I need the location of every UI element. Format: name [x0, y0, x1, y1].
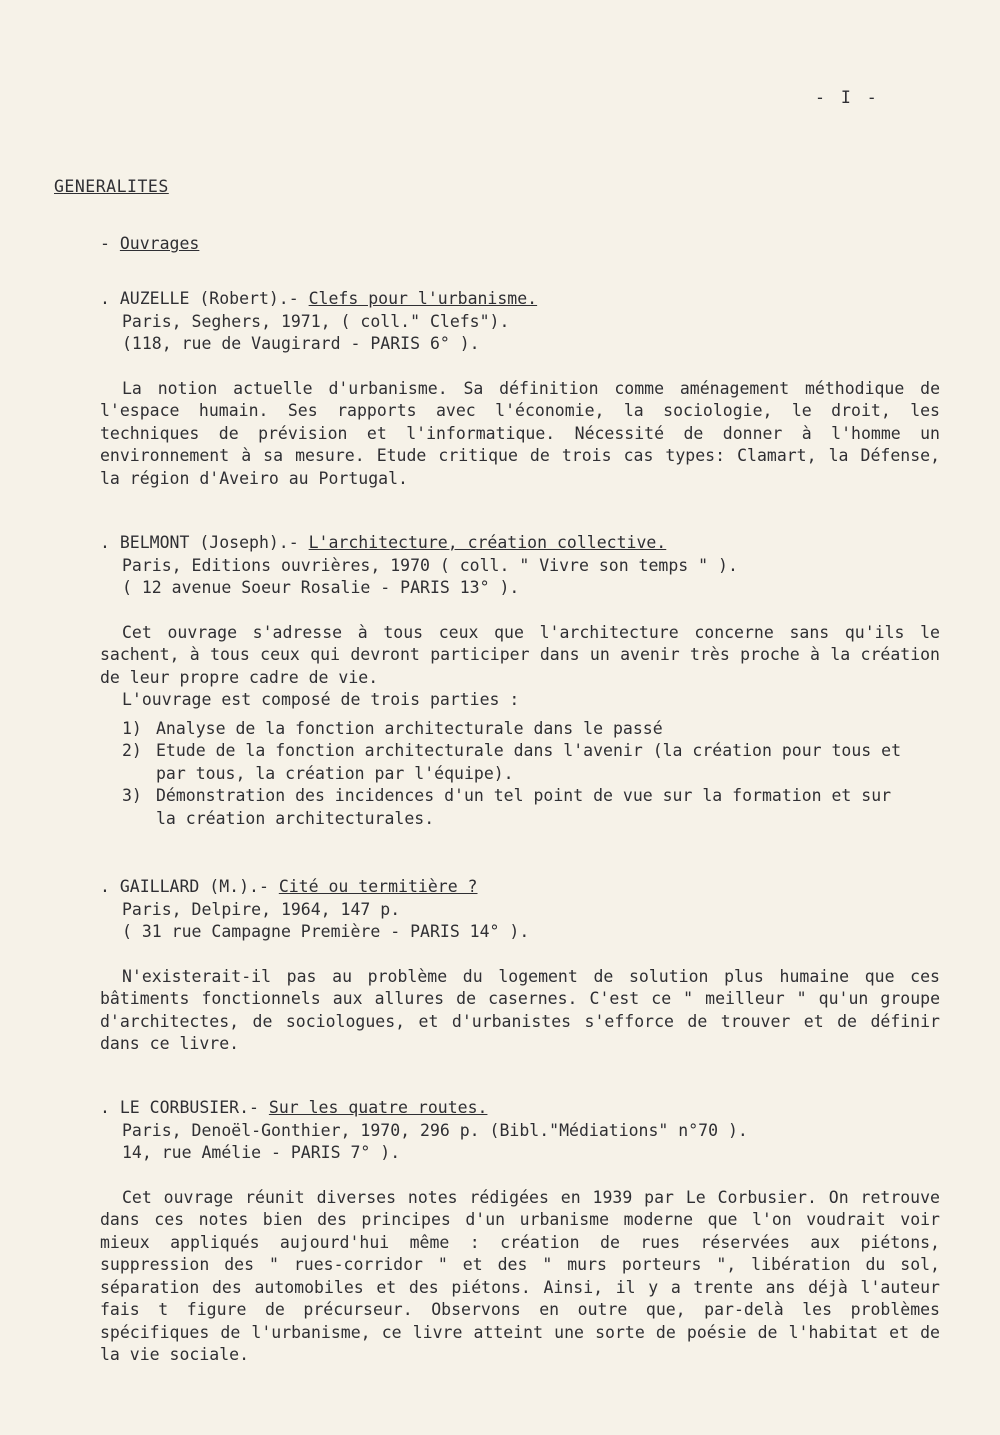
entry-author: . AUZELLE (Robert).- — [100, 289, 309, 308]
entry-publication: Paris, Denoël-Gonthier, 1970, 296 p. (Bibl."Médiations" n°70 ). — [122, 1120, 748, 1140]
entry-title: L'architecture, création collective. — [308, 533, 667, 552]
list-item: 3) Démonstration des incidences d'un tel point de vue sur la formation et sur la création architecturales. — [122, 786, 892, 828]
subsection-heading — [100, 234, 199, 253]
entry-publication: Paris, Editions ouvrières, 1970 ( coll. " Vivre son temps " ). — [122, 555, 738, 575]
entry-address: ( 12 avenue Soeur Rosalie - PARIS 13° ). — [122, 578, 520, 597]
subsection-label: Ouvrages — [119, 234, 200, 253]
entry-summary: Cet ouvrage réunit diverses notes rédigées en 1939 par Le Corbusier. On retrouve dans ces notes bien des principes d'un urbanisme moderne que l'on voudrait voir mieux appliqués aujourd'hui même : création de rues réservées aux piétons, suppression des " rues-corridor " et des " murs porteurs ", libération du sol, séparation des automobiles et des piétons. Ainsi, il y a trente ans déjà l'auteur fais t figure de précurseur. Observons en outre que, par-delà les problèmes spécifiques de l'urbanisme, ce livre atteint une sorte de poésie de l'habitat et de la vie sociale. — [100, 1187, 940, 1364]
subsection-dash: - — [100, 234, 120, 253]
entry-address: (118, rue de Vaugirard - PARIS 6° ). — [122, 334, 480, 353]
entry-parts-list — [122, 718, 980, 831]
bibliography-entry — [100, 1097, 980, 1367]
entry-author: . LE CORBUSIER.- — [100, 1098, 269, 1117]
page-number: - I - — [815, 88, 880, 107]
entry-title: Clefs pour l'urbanisme. — [308, 289, 538, 308]
entry-title: Cité ou termitière ? — [278, 877, 478, 896]
entry-summary: N'existerait-il pas au problème du logement de solution plus humaine que ces bâtiments fonctionnels aux allures de casernes. C'est ce " meilleur " qu'un groupe d'architectes, de sociologues, et d'urbanistes s'efforce de trouver et de définir dans ce livre. — [100, 966, 940, 1053]
entry-address: ( 31 rue Campagne Première - PARIS 14° ). — [122, 922, 530, 941]
section-heading: GENERALITES — [54, 177, 169, 196]
entry-author: . BELMONT (Joseph).- — [100, 533, 309, 552]
list-item: 1) Analyse de la fonction architecturale dans le passé — [122, 718, 663, 738]
entry-summary: La notion actuelle d'urbanisme. Sa définition comme aménagement méthodique de l'espace humain. Ses rapports avec l'économie, la sociologie, le droit, les techniques de prévision et l'informatique. Nécessité de donner à l'homme un environnement à sa mesure. Etude critique de trois cas types: Clamart, la Défense, la région d'Aveiro au Portugal. — [100, 378, 940, 488]
bibliography-entry — [100, 532, 980, 830]
entry-title: Sur les quatre routes. — [268, 1098, 488, 1117]
list-item: 2) Etude de la fonction architecturale dans l'avenir (la création pour tous et par tous, la création par l'équipe). — [122, 741, 902, 783]
entry-publication: Paris, Delpire, 1964, 147 p. — [122, 899, 401, 919]
entry-address: 14, rue Amélie - PARIS 7° ). — [122, 1143, 401, 1162]
entry-parts-intro: L'ouvrage est composé de trois parties : — [122, 690, 520, 709]
entry-publication: Paris, Seghers, 1971, ( coll." Clefs"). — [122, 311, 510, 331]
entry-summary: Cet ouvrage s'adresse à tous ceux que l'architecture concerne sans qu'ils le sachent, à tous ceux qui devront participer dans un avenir très proche à la création de leur propre cadre de vie. — [100, 622, 940, 687]
bibliography-entry — [100, 876, 980, 1056]
bibliography-entry — [100, 288, 980, 490]
entry-author: . GAILLARD (M.).- — [100, 877, 279, 896]
